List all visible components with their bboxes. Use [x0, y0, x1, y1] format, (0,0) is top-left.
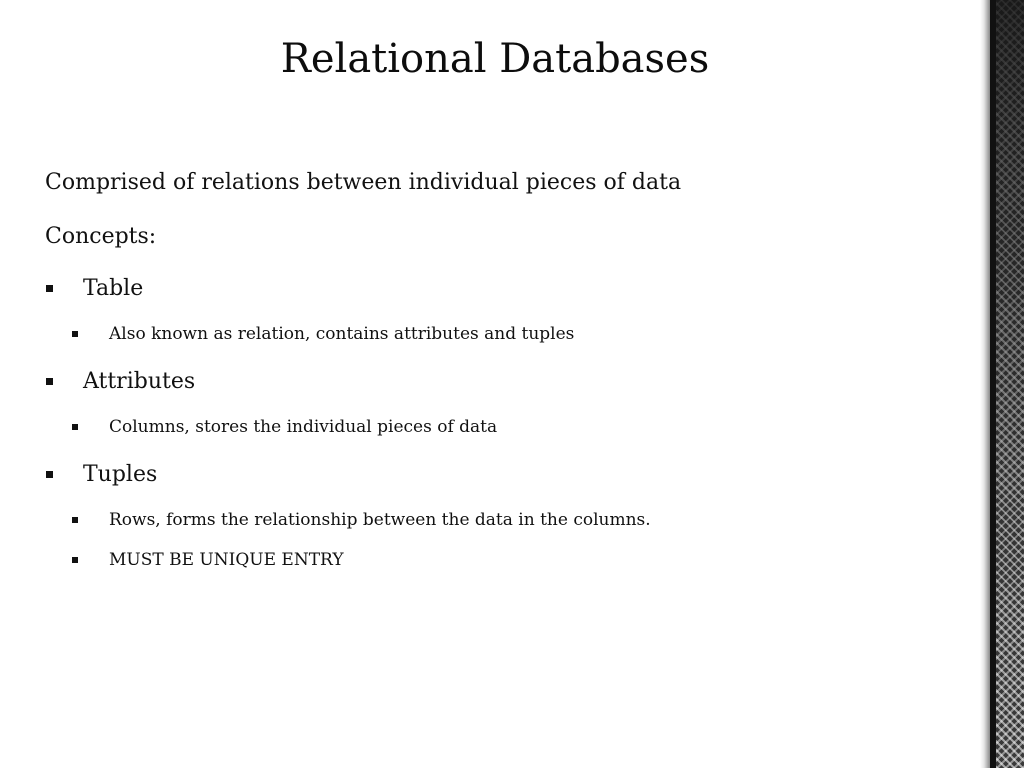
list-item-label: Attributes	[83, 369, 196, 394]
bullet-square-icon	[46, 285, 53, 292]
sub-list-item-text: Rows, forms the relationship between the data in the columns.	[109, 510, 651, 530]
sub-list-item-text: Also known as relation, contains attributes and tuples	[109, 324, 575, 344]
decorative-border	[980, 0, 1024, 768]
bullet-square-icon	[46, 471, 53, 478]
sub-list-item-text: MUST BE UNIQUE ENTRY	[109, 550, 344, 570]
bullet-square-icon	[72, 557, 78, 563]
bullet-square-icon	[72, 424, 78, 430]
list-item-label: Table	[83, 276, 144, 301]
bullet-square-icon	[46, 378, 53, 385]
concepts-label: Concepts:	[45, 224, 157, 249]
slide-title: Relational Databases	[280, 36, 710, 82]
intro-text: Comprised of relations between individual pieces of data	[45, 170, 682, 195]
list-item-label: Tuples	[83, 462, 158, 487]
bullet-square-icon	[72, 517, 78, 523]
sub-list-item-text: Columns, stores the individual pieces of data	[109, 417, 498, 437]
bullet-square-icon	[72, 331, 78, 337]
